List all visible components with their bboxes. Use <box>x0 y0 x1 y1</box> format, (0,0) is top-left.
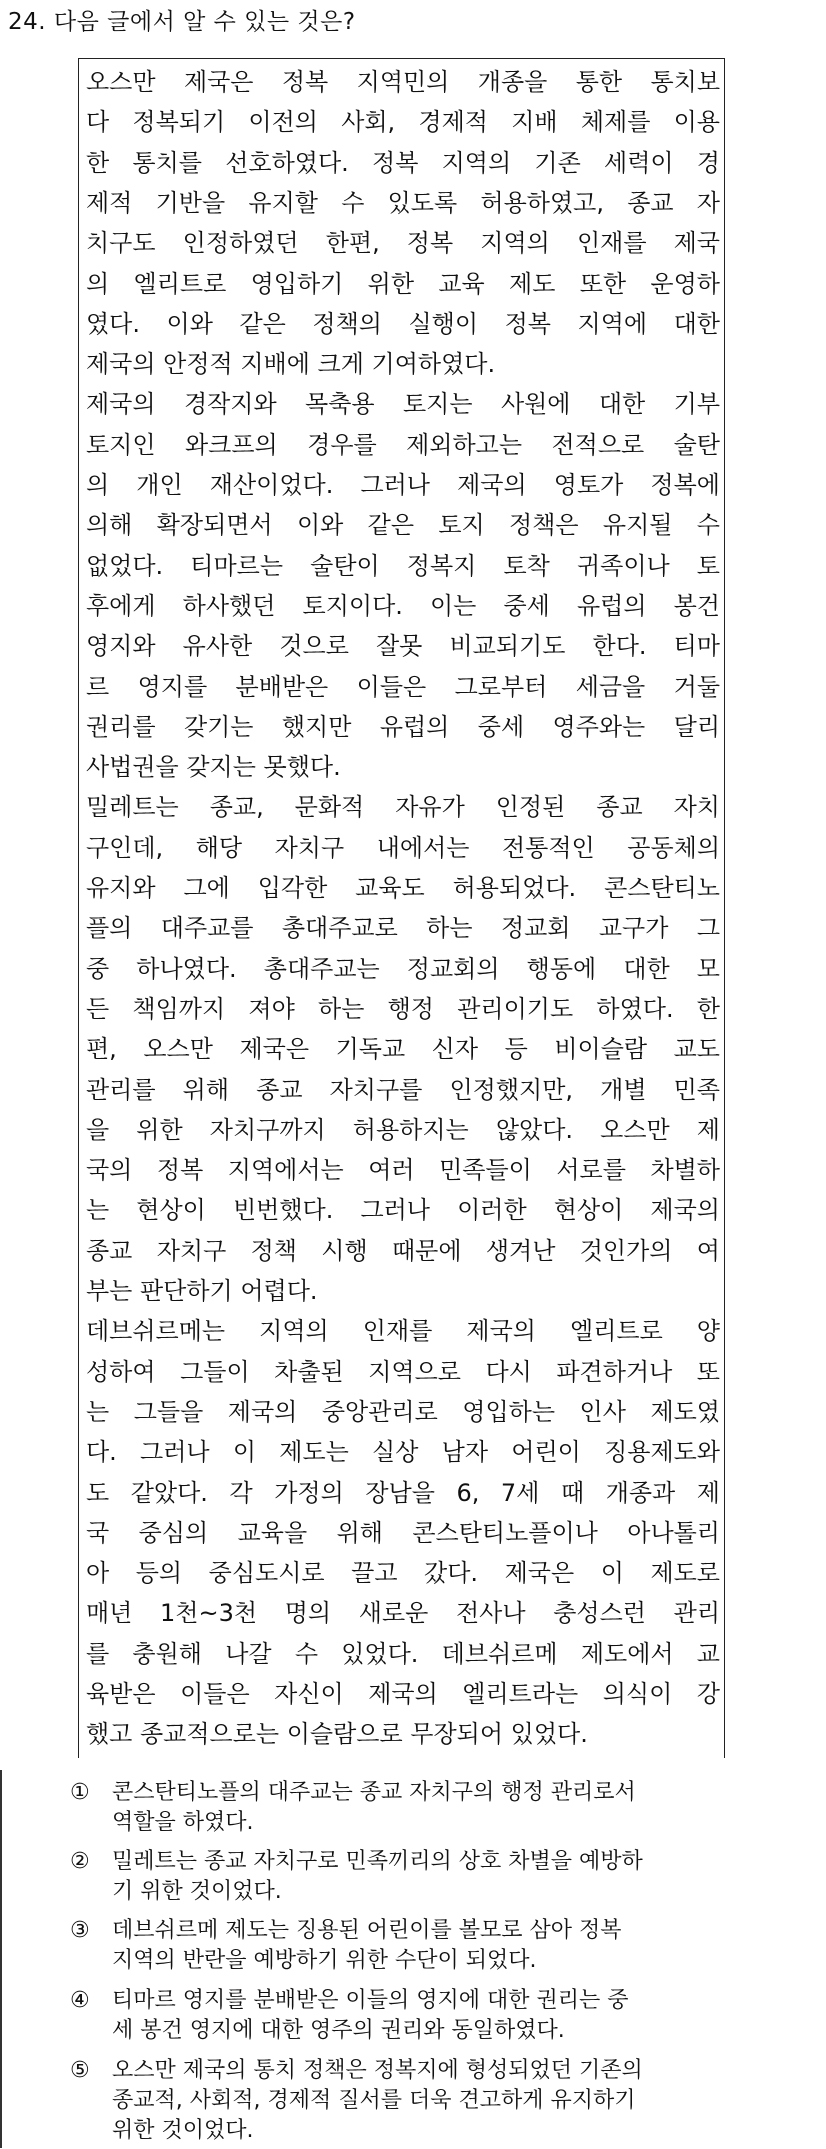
passage-line: 데브쉬르메는 지역의 인재를 제국의 엘리트로 양 <box>86 1317 720 1346</box>
passage-line: 는 그들을 제국의 중앙관리로 영입하는 인사 제도였 <box>86 1397 720 1426</box>
passage-line: 도 같았다. 각 가정의 장남을 6, 7세 때 개종과 제 <box>86 1478 720 1507</box>
passage-line: 치구도 인정하였던 한편, 정복 지역의 인재를 제국 <box>86 229 720 258</box>
passage-line: 없었다. 티마르는 술탄이 정복지 토착 귀족이나 토 <box>86 551 720 580</box>
left-margin-rule <box>0 1770 2 2148</box>
passage-line: 종교 자치구 정책 시행 때문에 생겨난 것인가의 여 <box>86 1236 720 1265</box>
passage-line: 든 책임까지 져야 하는 행정 관리이기도 하였다. 한 <box>86 994 720 1023</box>
choice-number: ⑤ <box>70 2058 90 2083</box>
question-title: 24. 다음 글에서 알 수 있는 것은? <box>8 9 356 35</box>
passage-line: 성하여 그들이 차출된 지역으로 다시 파견하거나 또 <box>86 1357 720 1386</box>
passage-line: 유지와 그에 입각한 교육도 허용되었다. 콘스탄티노 <box>86 874 720 902</box>
passage-line: 였다. 이와 같은 정책의 실행이 정복 지역에 대한 <box>86 309 720 338</box>
passage-line: 사법권을 갖지는 못했다. <box>86 753 341 782</box>
passage-line: 르 영지를 분배받은 이들은 그로부터 세금을 거둘 <box>86 672 720 701</box>
passage-line: 오스만 제국은 정복 지역민의 개종을 통한 통치보 <box>86 68 720 96</box>
passage-line: 플의 대주교를 총대주교로 하는 정교회 교구가 그 <box>86 914 720 943</box>
choice-number: ③ <box>70 1918 90 1943</box>
choice-text: 세 봉건 영지에 대한 영주의 권리와 동일하였다. <box>112 2018 565 2043</box>
choice-text: 데브쉬르메 제도는 징용된 어린이를 볼모로 삼아 정복 <box>112 1918 622 1943</box>
passage-line: 영지와 유사한 것으로 잘못 비교되기도 한다. 티마 <box>86 632 720 661</box>
passage-line: 권리를 갖기는 했지만 유럽의 중세 영주와는 달리 <box>86 712 720 741</box>
passage-line: 다. 그러나 이 제도는 실상 남자 어린이 징용제도와 <box>86 1438 720 1467</box>
passage-line: 구인데, 해당 자치구 내에서는 전통적인 공동체의 <box>86 833 720 862</box>
passage-line: 매년 1천~3천 명의 새로운 전사나 충성스런 관리 <box>86 1599 720 1628</box>
passage-line: 제국의 경작지와 목축용 토지는 사원에 대한 기부 <box>86 390 720 419</box>
passage-line: 의 엘리트로 영입하기 위한 교육 제도 또한 운영하 <box>86 269 720 298</box>
passage-line: 편, 오스만 제국은 기독교 신자 등 비이슬람 교도 <box>86 1035 720 1064</box>
choice-text: 콘스탄티노플의 대주교는 종교 자치구의 행정 관리로서 <box>112 1780 636 1805</box>
passage-line: 부는 판단하기 어렵다. <box>86 1277 318 1305</box>
passage-line: 제적 기반을 유지할 수 있도록 허용하였고, 종교 자 <box>86 188 720 217</box>
passage-line: 후에게 하사했던 토지이다. 이는 중세 유럽의 봉건 <box>86 591 720 620</box>
passage-line: 다 정복되기 이전의 사회, 경제적 지배 체제를 이용 <box>86 108 720 137</box>
passage-line: 아 등의 중심도시로 끌고 갔다. 제국은 이 제도로 <box>86 1559 720 1588</box>
passage-line: 국의 정복 지역에서는 여러 민족들이 서로를 차별하 <box>86 1156 720 1185</box>
choice-text: 종교적, 사회적, 경제적 질서를 더욱 견고하게 유지하기 <box>112 2088 636 2113</box>
passage-line: 을 위한 자치구까지 허용하지는 않았다. 오스만 제 <box>86 1115 720 1144</box>
choice-number: ① <box>70 1780 90 1805</box>
passage-line: 의해 확장되면서 이와 같은 토지 정책은 유지될 수 <box>86 511 720 540</box>
choice-text: 오스만 제국의 통치 정책은 정복지에 형성되었던 기존의 <box>112 2058 643 2083</box>
choice-number: ② <box>70 1849 90 1874</box>
passage-line: 관리를 위해 종교 자치구를 인정했지만, 개별 민족 <box>86 1075 720 1104</box>
choice-text: 밀레트는 종교 자치구로 민족끼리의 상호 차별을 예방하 <box>112 1849 643 1874</box>
choice-text: 역할을 하였다. <box>112 1810 254 1835</box>
choice-text: 지역의 반란을 예방하기 위한 수단이 되었다. <box>112 1948 537 1973</box>
passage-line: 를 충원해 나갈 수 있었다. 데브쉬르메 제도에서 교 <box>86 1639 720 1668</box>
passage-line: 했고 종교적으로는 이슬람으로 무장되어 있었다. <box>86 1720 588 1749</box>
passage-line: 중 하나였다. 총대주교는 정교회의 행동에 대한 모 <box>86 954 720 983</box>
passage-line: 밀레트는 종교, 문화적 자유가 인정된 종교 자치 <box>86 793 720 822</box>
choice-number: ④ <box>70 1988 90 2013</box>
passage-line: 제국의 안정적 지배에 크게 기여하였다. <box>86 350 496 379</box>
passage-line: 한 통치를 선호하였다. 정복 지역의 기존 세력이 경 <box>86 148 720 177</box>
passage-line: 는 현상이 빈번했다. 그러나 이러한 현상이 제국의 <box>86 1196 720 1225</box>
choice-text: 기 위한 것이었다. <box>112 1879 282 1904</box>
passage-line: 육받은 이들은 자신이 제국의 엘리트라는 의식이 강 <box>86 1680 720 1708</box>
passage-line: 토지인 와크프의 경우를 제외하고는 전적으로 술탄 <box>86 430 720 459</box>
passage-line: 국 중심의 교육을 위해 콘스탄티노플이나 아나톨리 <box>86 1518 720 1547</box>
passage-line: 의 개인 재산이었다. 그러나 제국의 영토가 정복에 <box>86 471 720 499</box>
choice-text: 위한 것이었다. <box>112 2118 254 2143</box>
choice-text: 티마르 영지를 분배받은 이들의 영지에 대한 권리는 중 <box>112 1988 629 2013</box>
